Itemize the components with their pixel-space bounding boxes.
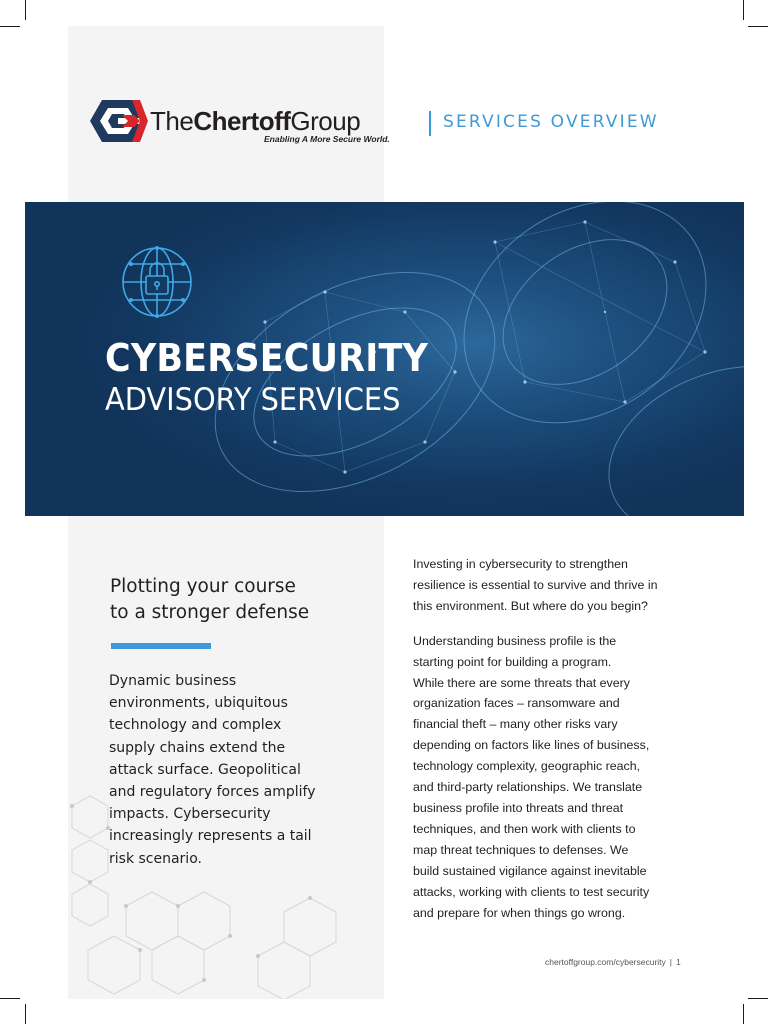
body-line: financial theft – many other risks vary [413,717,618,732]
footer-separator: | [669,957,673,967]
section-label: SERVICES OVERVIEW [443,112,659,132]
body-line: build sustained vigilance against inevitable [413,863,647,878]
heading-line: to a stronger defense [110,602,310,623]
intro-paragraph [109,670,379,870]
body-line: starting point for building a program. [413,654,612,669]
crop-mark [25,0,26,20]
section-label-divider [429,111,431,136]
page-footer [545,957,681,967]
crop-mark [0,26,20,27]
body-line: organization faces – ransomware and [413,696,620,711]
body-line: Understanding business profile is the [413,633,617,648]
intro-line: increasingly represents a tail [109,828,312,845]
heading-underline [111,643,211,649]
body-line: While there are some threats that every [413,675,630,690]
crop-mark [748,998,768,999]
chertoff-logo-icon [88,98,148,144]
globe-lock-icon [119,242,195,322]
brand-tagline: Enabling A More Secure World. [264,134,390,144]
body-text [413,554,713,937]
body-line: this environment. But where do you begin? [413,598,648,613]
hero-subtitle: ADVISORY SERVICES [105,382,401,418]
body-line: attacks, working with clients to test security [413,884,650,899]
intro-line: risk scenario. [109,850,202,867]
body-line: and prepare for when things go wrong. [413,905,626,920]
intro-line: and regulatory forces amplify [109,784,316,801]
heading-line: Plotting your course [110,576,296,597]
body-line: Investing in cybersecurity to strengthen [413,557,628,571]
brand-name-the: The [150,106,194,136]
body-line: resilience is essential to survive and thrive in [413,577,658,592]
footer-url-link[interactable]: chertoffgroup.com/cybersecurity [545,957,666,967]
page-number: 1 [676,957,681,967]
crop-mark [743,1004,744,1024]
crop-mark [743,0,744,20]
body-line: map threat techniques to defenses. We [413,842,629,857]
section-heading [110,574,370,626]
crop-mark [748,26,768,27]
intro-line: attack surface. Geopolitical [109,761,301,778]
body-line: business profile into threats and threat [413,800,624,815]
body-paragraph-2 [413,631,713,924]
intro-line: impacts. Cybersecurity [109,806,271,823]
intro-line: supply chains extend the [109,739,286,756]
intro-line: environments, ubiquitous [109,695,288,712]
body-line: technology complexity, geographic reach, [413,759,641,774]
body-line: and third-party relationships. We translate [413,780,643,795]
hero-banner [25,202,744,516]
crop-mark [0,998,20,999]
hero-title: CYBERSECURITY [105,336,429,380]
body-paragraph-1 [413,554,713,617]
crop-mark [25,1004,26,1024]
chertoff-group-logo [88,98,390,146]
brand-name-group: Group [290,106,361,136]
intro-line: technology and complex [109,717,282,734]
body-line: depending on factors like lines of business, [413,738,650,753]
intro-line: Dynamic business [109,673,237,689]
brand-name-chertoff: Chertoff [193,106,291,136]
brand-name [150,106,360,137]
body-line: techniques, and then work with clients to [413,821,636,836]
